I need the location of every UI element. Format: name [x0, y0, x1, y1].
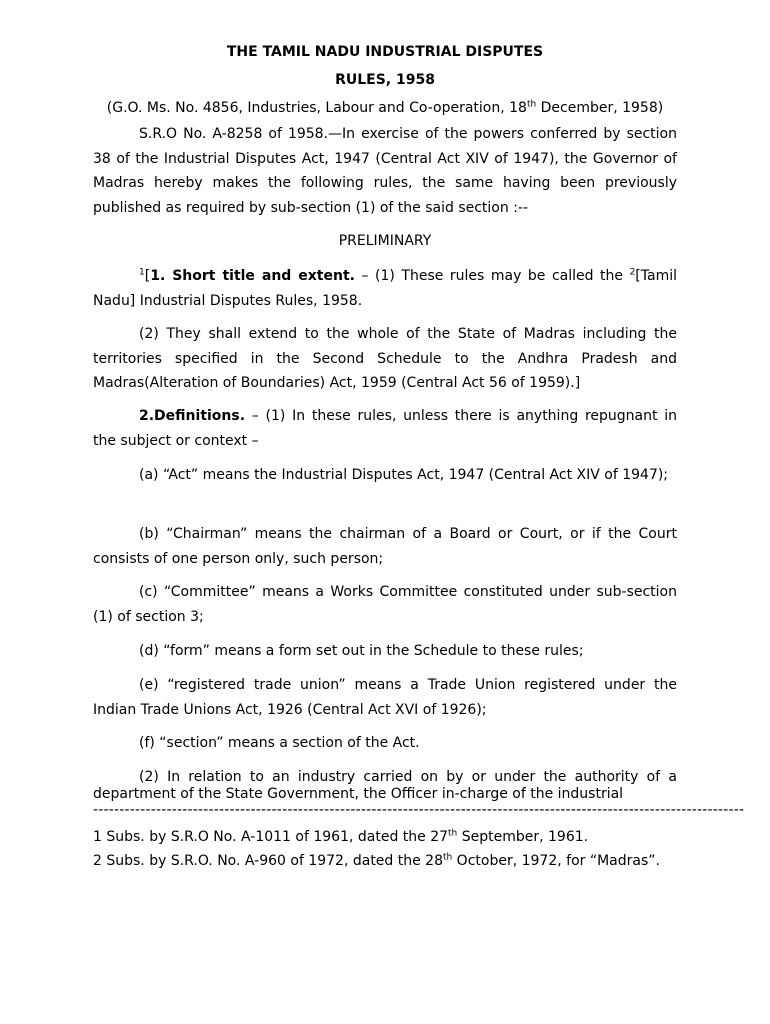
- go-reference: (G.O. Ms. No. 4856, Industries, Labour and Co-operation, 18th December, 1958): [106, 99, 664, 116]
- footnote-separator: ----------------------------------------------------------------------------------------------------------------------------: [93, 802, 745, 818]
- definition-b: (b) “Chairman” means the chairman of a Board or Court, or if the Court consists of one person only, such person;: [93, 526, 677, 567]
- footnote-2: 2 Subs. by S.R.O. No. A-960 of 1972, dated the 28th October, 1972, for “Madras”.: [93, 852, 660, 869]
- rule-2-subsection-2: (2) In relation to an industry carried on by or under the authority of a department of the State Government, the Officer in-charge of the industrial: [93, 769, 677, 802]
- sro-paragraph: S.R.O No. A-8258 of 1958.—In exercise of the powers conferred by section 38 of the Industrial Disputes Act, 1947 (Central Act XIV of 1947), the Governor of Madras hereby makes the following rules, the same having been previously published as required by sub-section (1) of the said section :--: [93, 126, 677, 216]
- section-heading-preliminary: PRELIMINARY: [338, 233, 432, 249]
- definition-f: (f) “section” means a section of the Act.: [139, 735, 420, 751]
- definition-e: (e) “registered trade union” means a Trade Union registered under the Indian Trade Unions Act, 1926 (Central Act XVI of 1926);: [93, 677, 677, 718]
- definition-c: (c) “Committee” means a Works Committee constituted under sub-section (1) of section 3;: [93, 584, 677, 625]
- rule-1-short-title: $^1$[1. Short title and extent. – (1) These rules may be called the $^2$[Tamil Nadu] Industrial Disputes Rules, 1958.: [93, 267, 677, 309]
- rule-1-extent: (2) They shall extend to the whole of the State of Madras including the territories specified in the Second Schedule to the Andhra Pradesh and Madras(Alteration of Boundaries) Act, 1959 (Central Act 56 of 1959).]: [93, 326, 677, 391]
- definition-a: (a) “Act” means the Industrial Disputes Act, 1947 (Central Act XIV of 1947);: [139, 467, 669, 483]
- definition-d: (d) “form” means a form set out in the Schedule to these rules;: [139, 643, 584, 659]
- rule-2-definitions: 2.Definitions. – (1) In these rules, unless there is anything repugnant in the subject or context –: [93, 408, 677, 449]
- title-line-2: RULES, 1958: [335, 72, 435, 88]
- footnote-1: 1 Subs. by S.R.O No. A-1011 of 1961, dated the 27th September, 1961.: [93, 828, 589, 845]
- title-line-1: THE TAMIL NADU INDUSTRIAL DISPUTES: [226, 44, 544, 60]
